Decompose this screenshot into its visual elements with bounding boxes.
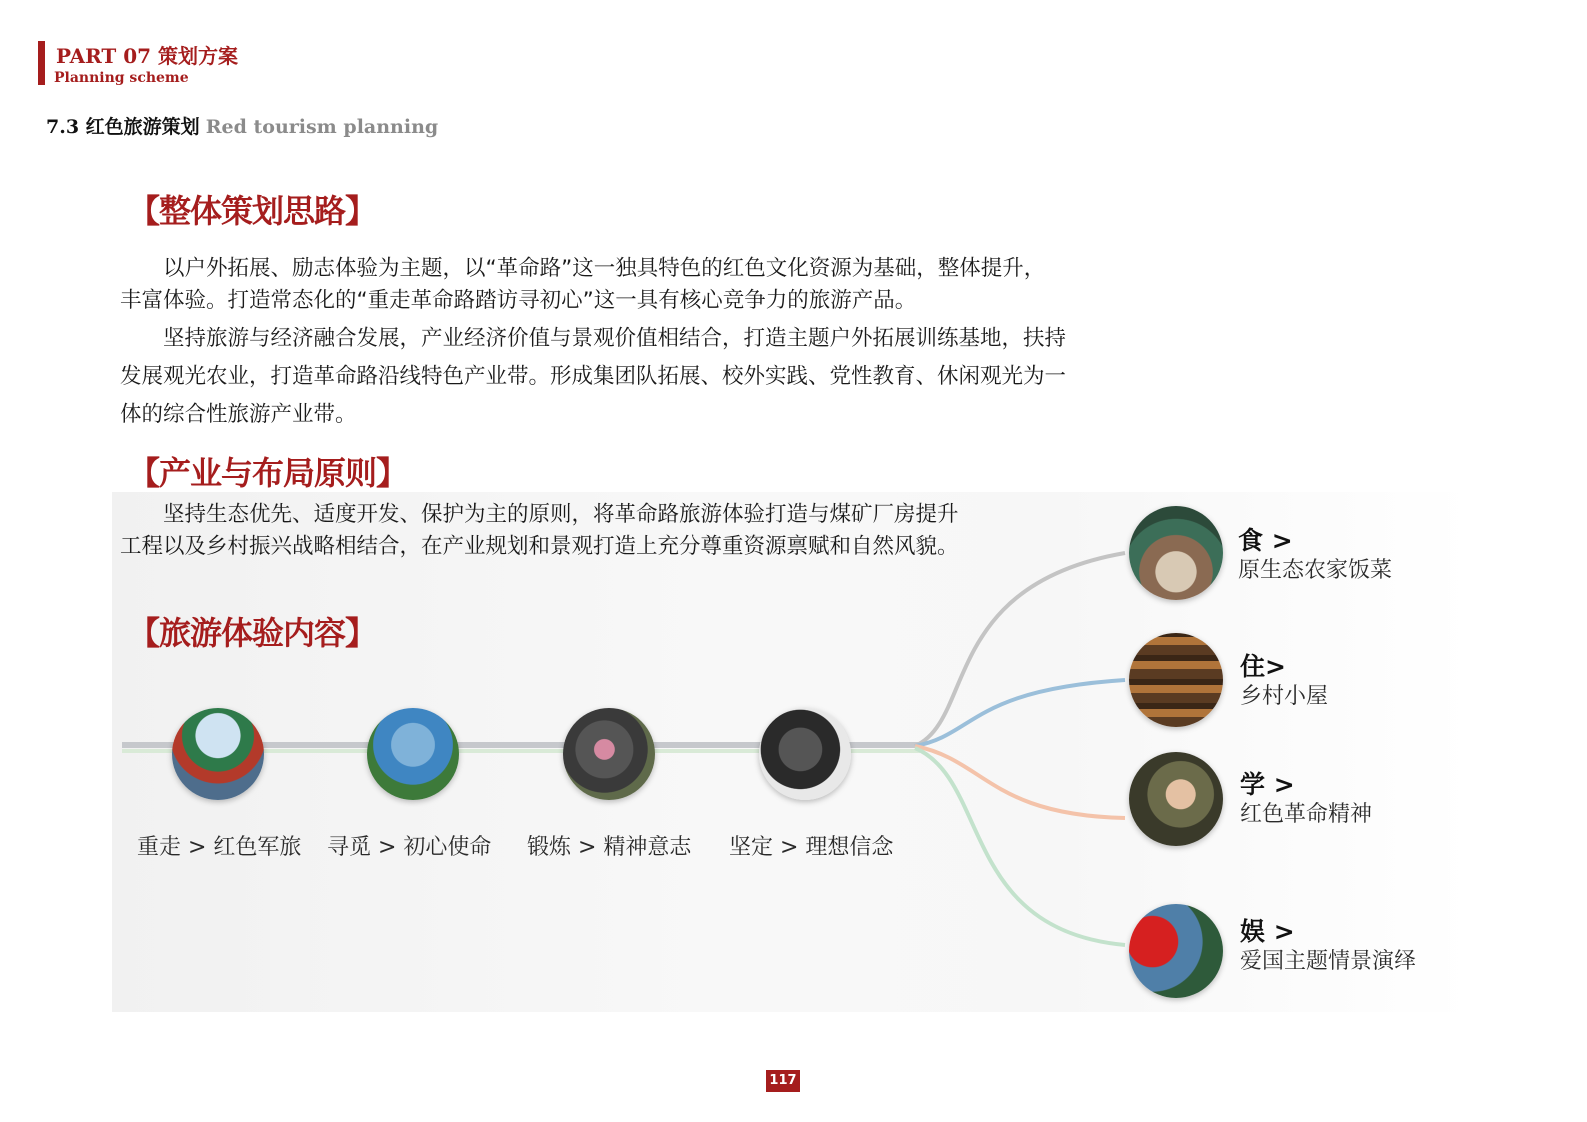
- header-accent-bar: [38, 41, 45, 85]
- overall-line-4: 发展观光农业，打造革命路沿线特色产业带。形成集团队拓展、校外实践、党性教育、休闲观光为一: [120, 364, 1067, 389]
- overall-heading: 【整体策划思路】: [128, 192, 377, 230]
- category-food-desc: 原生态农家饭菜: [1238, 558, 1393, 583]
- category-fun: [1240, 917, 1416, 977]
- stage-label-2: 寻觅 > 初心使命: [327, 835, 492, 860]
- rock-climbing-photo: [563, 708, 655, 800]
- overall-line-3: 坚持旅游与经济融合发展，产业经济价值与景观价值相结合，打造主题户外拓展训练基地，扶持: [163, 326, 1067, 351]
- category-food-title: 食 >: [1238, 526, 1293, 555]
- overall-line-5: 体的综合性旅游产业带。: [120, 402, 357, 427]
- section-english-title: Red tourism planning: [205, 116, 439, 138]
- food-photo: [1129, 506, 1223, 600]
- layout-heading: 【产业与布局原则】: [128, 454, 408, 492]
- layout-line-1: 坚持生态优先、适度开发、保护为主的原则，将革命路旅游体验打造与煤矿厂房提升: [163, 502, 959, 527]
- section-title: [46, 112, 438, 139]
- stage-label-4: 坚定 > 理想信念: [729, 835, 894, 860]
- category-learn-title: 学 >: [1240, 770, 1295, 799]
- soldiers-march-photo: [172, 708, 264, 800]
- statue-photo: [759, 708, 851, 800]
- category-stay-title: 住>: [1240, 652, 1286, 681]
- category-food: [1238, 526, 1392, 586]
- category-learn-desc: 红色革命精神: [1240, 802, 1373, 827]
- category-fun-desc: 爱国主题情景演绎: [1240, 949, 1417, 974]
- category-stay: [1240, 652, 1328, 712]
- stage-label-3: 锻炼 > 精神意志: [527, 835, 692, 860]
- page-number: 117: [766, 1070, 800, 1092]
- category-stay-desc: 乡村小屋: [1240, 684, 1329, 709]
- red-flag-performance-photo: [1129, 904, 1223, 998]
- category-fun-title: 娱 >: [1240, 917, 1295, 946]
- cottage-photo: [1129, 633, 1223, 727]
- overall-line-2: 丰富体验。打造常态化的“重走革命路踏访寻初心”这一具有核心竞争力的旅游产品。: [120, 288, 917, 313]
- stage-label-1: 重走 > 红色军旅: [137, 835, 302, 860]
- layout-line-2: 工程以及乡村振兴战略相结合，在产业规划和景观打造上充分尊重资源禀赋和自然风貌。: [120, 534, 959, 559]
- category-learn: [1240, 770, 1372, 830]
- team-training-photo: [367, 708, 459, 800]
- student-soldier-photo: [1129, 752, 1223, 846]
- overall-line-1: 以户外拓展、励志体验为主题，以“革命路”这一独具特色的红色文化资源为基础，整体提升，: [163, 256, 1046, 281]
- experience-heading: 【旅游体验内容】: [128, 614, 377, 652]
- part-title: PART 07 策划方案: [56, 44, 239, 68]
- section-number: 7.3 红色旅游策划: [46, 116, 200, 138]
- part-subtitle: Planning scheme: [54, 70, 189, 86]
